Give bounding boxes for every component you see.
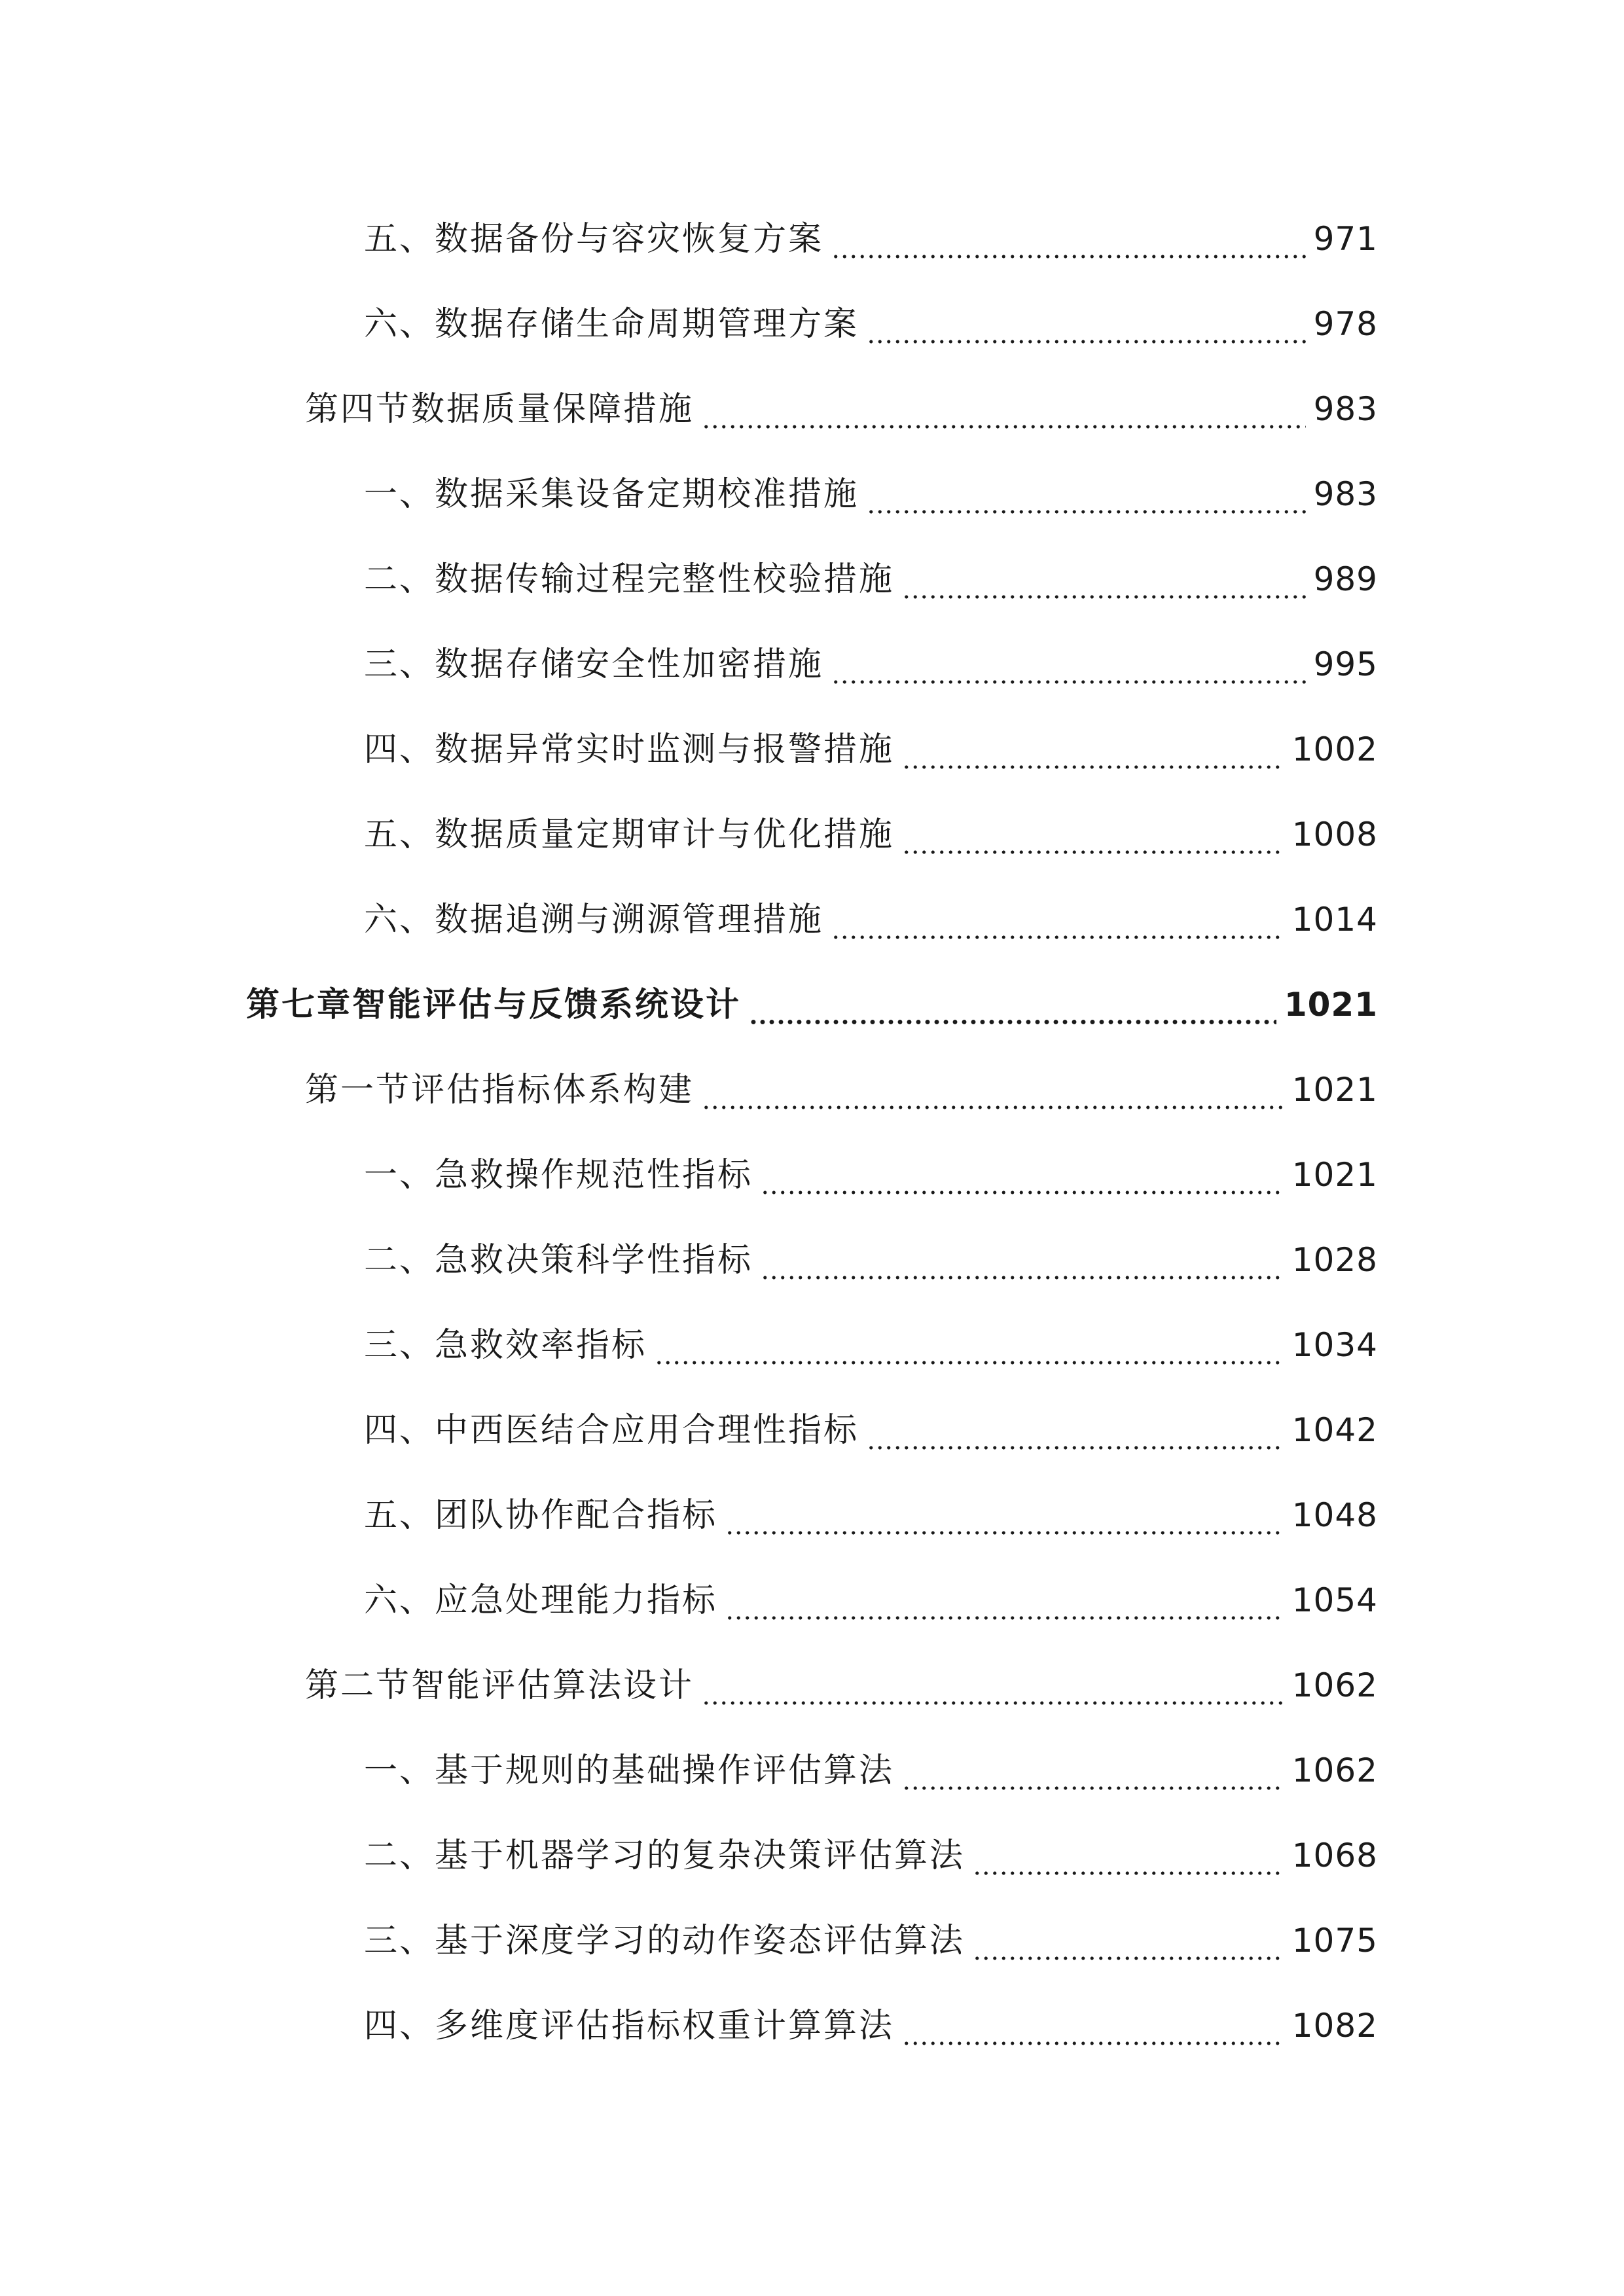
toc-dot-leader <box>702 403 1306 429</box>
toc-entry[interactable] <box>364 1227 1378 1293</box>
toc-dot-leader <box>973 1850 1284 1876</box>
toc-dot-leader <box>902 573 1306 600</box>
toc-entry-title: 四、中西医结合应用合理性指标 <box>364 1410 859 1450</box>
toc-entry[interactable] <box>364 1312 1378 1378</box>
toc-entry-title: 第一节评估指标体系构建 <box>305 1070 695 1109</box>
toc-entry[interactable] <box>364 717 1378 782</box>
toc-entry[interactable] <box>364 802 1378 867</box>
toc-entry[interactable] <box>364 1908 1378 1973</box>
toc-dot-leader <box>902 2020 1284 2046</box>
toc-entry-page: 1034 <box>1291 1326 1378 1364</box>
toc-entry-title: 第四节数据质量保障措施 <box>305 389 695 429</box>
toc-entry[interactable] <box>364 1482 1378 1548</box>
toc-entry-page: 1082 <box>1291 2007 1378 2045</box>
toc-section-entry[interactable] <box>305 1057 1378 1122</box>
toc-chapter-entry[interactable] <box>246 972 1378 1037</box>
toc-section-entry[interactable] <box>305 1653 1378 1718</box>
toc-dot-leader <box>725 1594 1284 1621</box>
toc-dot-leader <box>831 233 1306 259</box>
toc-entry-page: 995 <box>1313 645 1378 683</box>
toc-dot-leader <box>902 829 1284 855</box>
toc-section-entry[interactable] <box>305 376 1378 442</box>
toc-dot-leader <box>761 1254 1284 1280</box>
toc-dot-leader <box>831 914 1284 940</box>
toc-entry-page: 1048 <box>1291 1496 1378 1534</box>
toc-dot-leader <box>902 744 1284 770</box>
toc-entry-page: 1021 <box>1284 986 1378 1024</box>
toc-entry-title: 二、基于机器学习的复杂决策评估算法 <box>364 1836 965 1875</box>
toc-entry[interactable] <box>364 887 1378 952</box>
toc-entry-title: 一、数据采集设备定期校准措施 <box>364 475 859 514</box>
toc-dot-leader <box>902 1765 1284 1791</box>
toc-entry-page: 1062 <box>1291 1666 1378 1704</box>
toc-entry-title: 六、数据存储生命周期管理方案 <box>364 304 859 344</box>
toc-dot-leader <box>831 658 1306 685</box>
toc-entry[interactable] <box>364 461 1378 527</box>
toc-entry[interactable] <box>364 547 1378 612</box>
toc-entry-title: 五、数据备份与容灾恢复方案 <box>364 219 824 259</box>
toc-dot-leader <box>655 1339 1284 1365</box>
toc-entry[interactable] <box>364 1993 1378 2058</box>
toc-entry-page: 1062 <box>1291 1751 1378 1789</box>
toc-entry-page: 1021 <box>1291 1071 1378 1109</box>
toc-entry-page: 1021 <box>1291 1156 1378 1194</box>
toc-entry-page: 983 <box>1313 390 1378 428</box>
toc-entry[interactable] <box>364 1397 1378 1463</box>
toc-entry-title: 第七章智能评估与反馈系统设计 <box>246 985 742 1024</box>
toc-entry-page: 983 <box>1313 475 1378 513</box>
toc-entry-title: 一、急救操作规范性指标 <box>364 1155 753 1194</box>
toc-entry-title: 五、团队协作配合指标 <box>364 1496 718 1535</box>
toc-dot-leader <box>725 1509 1284 1535</box>
toc-entry[interactable] <box>364 206 1378 272</box>
toc-dot-leader <box>702 1084 1284 1110</box>
toc-entry-title: 三、基于深度学习的动作姿态评估算法 <box>364 1921 965 1960</box>
toc-dot-leader <box>973 1935 1284 1961</box>
toc-entry-title: 一、基于规则的基础操作评估算法 <box>364 1751 895 1790</box>
toc-entry[interactable] <box>364 291 1378 357</box>
toc-dot-leader <box>749 999 1276 1025</box>
toc-entry-page: 1054 <box>1291 1581 1378 1619</box>
toc-dot-leader <box>867 318 1306 344</box>
toc-entry-page: 1075 <box>1291 1922 1378 1960</box>
toc-entry-title: 五、数据质量定期审计与优化措施 <box>364 815 895 854</box>
toc-entry-title: 四、数据异常实时监测与报警措施 <box>364 730 895 769</box>
toc-entry[interactable] <box>364 1823 1378 1888</box>
toc-dot-leader <box>702 1679 1284 1706</box>
toc-entry-page: 1028 <box>1291 1241 1378 1279</box>
toc-entry[interactable] <box>364 1142 1378 1208</box>
toc-entry-title: 二、急救决策科学性指标 <box>364 1240 753 1280</box>
toc-entry[interactable] <box>364 632 1378 697</box>
toc-entry-title: 二、数据传输过程完整性校验措施 <box>364 560 895 599</box>
toc-entry-title: 三、急救效率指标 <box>364 1325 647 1365</box>
toc-dot-leader <box>761 1169 1284 1195</box>
toc-entry-title: 四、多维度评估指标权重计算算法 <box>364 2006 895 2045</box>
toc-entry-title: 六、数据追溯与溯源管理措施 <box>364 900 824 939</box>
toc-entry-title: 六、应急处理能力指标 <box>364 1581 718 1620</box>
toc-entry[interactable] <box>364 1568 1378 1633</box>
toc-entry[interactable] <box>364 1738 1378 1803</box>
toc-entry-page: 1014 <box>1291 901 1378 939</box>
toc-entry-page: 978 <box>1313 305 1378 343</box>
toc-entry-page: 1002 <box>1291 730 1378 768</box>
toc-entry-page: 971 <box>1313 220 1378 258</box>
toc-entry-page: 1068 <box>1291 1837 1378 1874</box>
toc-dot-leader <box>867 1424 1284 1450</box>
toc-entry-title: 第二节智能评估算法设计 <box>305 1666 695 1705</box>
toc-dot-leader <box>867 488 1306 514</box>
toc-entry-page: 989 <box>1313 560 1378 598</box>
toc-entry-page: 1008 <box>1291 816 1378 853</box>
toc-entry-title: 三、数据存储安全性加密措施 <box>364 645 824 684</box>
toc-entry-page: 1042 <box>1291 1411 1378 1449</box>
